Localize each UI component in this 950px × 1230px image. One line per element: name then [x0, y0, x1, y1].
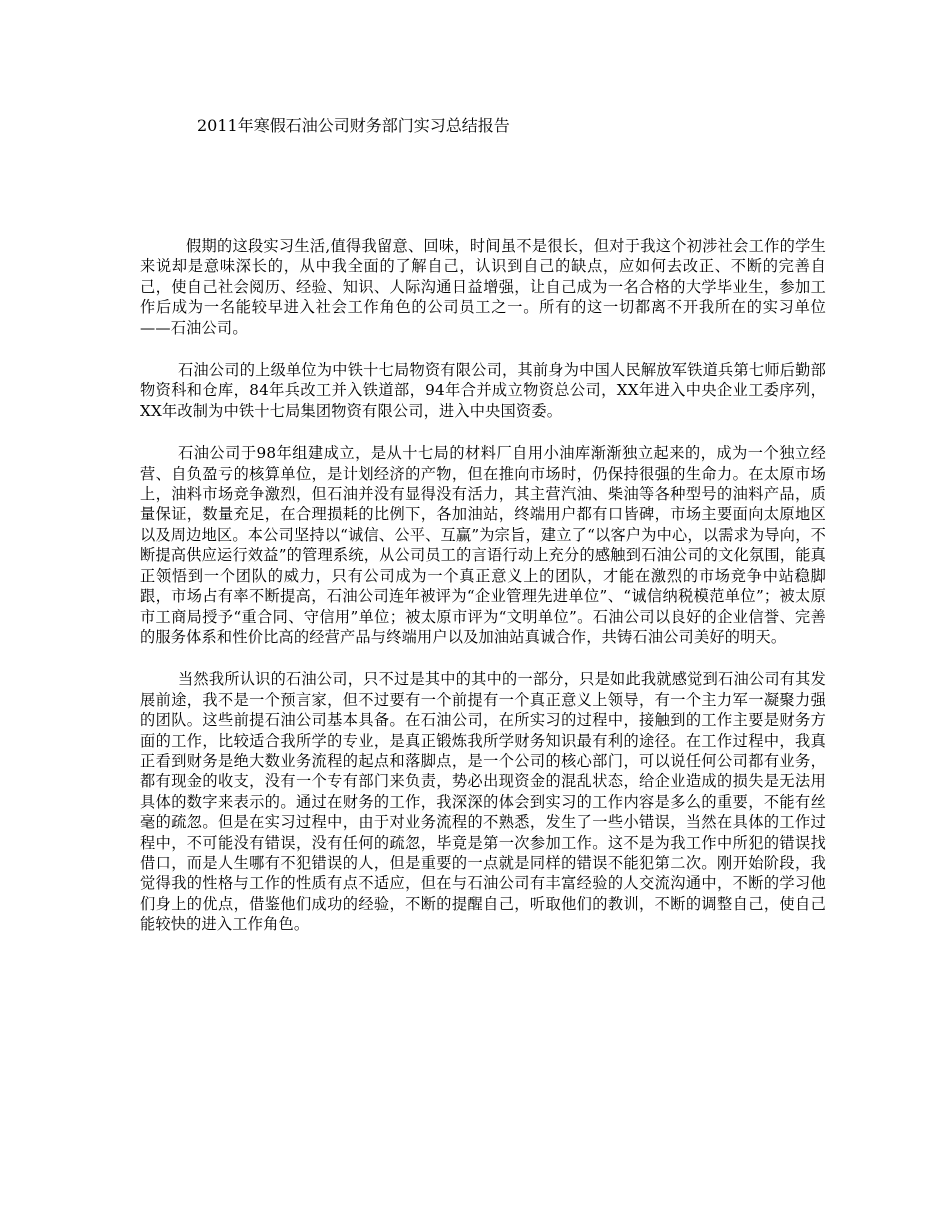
document-body — [140, 236, 826, 957]
document-title: 2011年寒假石油公司财务部门实习总结报告 — [197, 116, 510, 135]
paragraph-3: 石油公司于98年组建成立，是从十七局的材料厂自用小油库渐渐独立起来的，成为一个独立经营、自负盈亏的核算单位，是计划经济的产物，但在推向市场时，仍保持很强的生命力。在太原市场上，油料市场竞争激烈，但石油并没有显得没有活力，其主营汽油、柴油等各种型号的油料产品，质量保证，数量充足，在合理损耗的比例下，各加油站，终端用户都有口皆碑，市场主要面向太原地区以及周边地区。本公司坚持以“诚信、公平、互赢”为宗旨，建立了“以客户为中心，以需求为导向，不断提高供应运行效益”的管理系统，从公司员工的言语行动上充分的感触到石油公司的文化氛围，能真正领悟到一个团队的威力，只有公司成为一个真正意义上的团队，才能在激烈的市场竞争中站稳脚跟，市场占有率不断提高，石油公司连年被评为“企业管理先进单位”、“诚信纳税模范单位”；被太原市工商局授予“重合同、守信用”单位；被太原市评为“文明单位”。石油公司以良好的企业信誉、完善的服务体系和性价比高的经营产品与终端用户以及加油站真诚合作，共铸石油公司美好的明天。 — [140, 444, 826, 646]
paragraph-4: 当然我所认识的石油公司，只不过是其中的其中的一部分，只是如此我就感觉到石油公司有其发展前途，我不是一个预言家，但不过要有一个前提有一个真正意义上领导，有一个主力军一凝聚力强的团队。这些前提石油公司基本具备。在石油公司，在所实习的过程中，接触到的工作主要是财务方面的工作，比较适合我所学的专业，是真正锻炼我所学财务知识最有利的途径。在工作过程中，我真正看到财务是绝大数业务流程的起点和落脚点，是一个公司的核心部门，可以说任何公司都有业务，都有现金的收支，没有一个专有部门来负责，势必出现资金的混乱状态，给企业造成的损失是无法用具体的数字来表示的。通过在财务的工作，我深深的体会到实习的工作内容是多么的重要，不能有丝毫的疏忽。但是在实习过程中，由于对业务流程的不熟悉，发生了一些小错误，当然在具体的工作过程中，不可能没有错误，没有任何的疏忽，毕竟是第一次参加工作。这不是为我工作中所犯的错误找借口，而是人生哪有不犯错误的人，但是重要的一点就是同样的错误不能犯第二次。刚开始阶段，我觉得我的性格与工作的性质有点不适应，但在与石油公司有丰富经验的人交流沟通中，不断的学习他们身上的优点，借鉴他们成功的经验，不断的提醒自己，听取他们的教训，不断的调整自己，使自己能较快的进入工作角色。 — [140, 670, 826, 934]
paragraph-1: 假期的这段实习生活,值得我留意、回味，时间虽不是很长，但对于我这个初涉社会工作的学生来说却是意味深长的，从中我全面的了解自己，认识到自己的缺点，应如何去改正、不断的完善自己，使自己社会阅历、经验、知识、人际沟通日益增强，让自己成为一名合格的大学毕业生，参加工作后成为一名能较早进入社会工作角色的公司员工之一。所有的这一切都离不开我所在的实习单位——石油公司。 — [140, 237, 826, 337]
paragraph-2: 石油公司的上级单位为中铁十七局物资有限公司，其前身为中国人民解放军铁道兵第七师后勤部物资科和仓库，84年兵改工并入铁道部，94年合并成立物资总公司，XX年进入中央企业工委序列，XX年改制为中铁十七局集团物资有限公司，进入中央国资委。 — [140, 361, 826, 420]
